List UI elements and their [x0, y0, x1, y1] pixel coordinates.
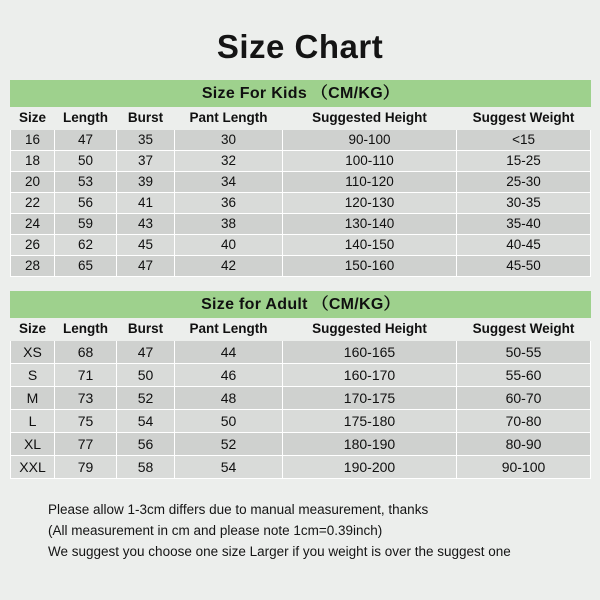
table-row [11, 456, 591, 479]
cell-weight: 80-90 [457, 433, 591, 456]
adult-section-title: Size for Adult （CM/KG） [11, 292, 591, 318]
kids-section-header [11, 81, 591, 107]
adult-column-headers [11, 318, 591, 341]
kids-column-headers [11, 107, 591, 130]
cell-height: 175-180 [283, 410, 457, 433]
table-row [11, 364, 591, 387]
cell-length: 50 [55, 151, 117, 172]
cell-weight: 35-40 [457, 214, 591, 235]
table-row [11, 172, 591, 193]
cell-weight: <15 [457, 130, 591, 151]
cell-length: 62 [55, 235, 117, 256]
cell-pant-length: 34 [175, 172, 283, 193]
cell-burst: 35 [117, 130, 175, 151]
cell-pant-length: 36 [175, 193, 283, 214]
cell-size: L [11, 410, 55, 433]
adult-col-suggest-weight: Suggest Weight [457, 318, 591, 341]
kids-col-suggested-height: Suggested Height [283, 107, 457, 130]
kids-col-suggest-weight: Suggest Weight [457, 107, 591, 130]
note-line-2: (All measurement in cm and please note 1cm=0.39inch) [48, 523, 383, 538]
cell-weight: 40-45 [457, 235, 591, 256]
table-row [11, 387, 591, 410]
cell-size: S [11, 364, 55, 387]
adult-section-header [11, 292, 591, 318]
cell-weight: 50-55 [457, 341, 591, 364]
cell-height: 160-165 [283, 341, 457, 364]
note-line-3: We suggest you choose one size Larger if you weight is over the suggest one [48, 544, 511, 559]
kids-size-table [10, 80, 591, 277]
table-row [11, 341, 591, 364]
cell-pant-length: 44 [175, 341, 283, 364]
table-row [11, 433, 591, 456]
cell-weight: 70-80 [457, 410, 591, 433]
table-row [11, 193, 591, 214]
cell-weight: 15-25 [457, 151, 591, 172]
kids-col-size: Size [11, 107, 55, 130]
cell-height: 170-175 [283, 387, 457, 410]
cell-size: 18 [11, 151, 55, 172]
cell-size: 26 [11, 235, 55, 256]
cell-weight: 30-35 [457, 193, 591, 214]
cell-pant-length: 50 [175, 410, 283, 433]
measurement-notes [10, 499, 590, 562]
cell-size: 22 [11, 193, 55, 214]
cell-burst: 47 [117, 256, 175, 277]
cell-pant-length: 32 [175, 151, 283, 172]
cell-size: M [11, 387, 55, 410]
cell-pant-length: 42 [175, 256, 283, 277]
adult-col-length: Length [55, 318, 117, 341]
table-row [11, 130, 591, 151]
cell-burst: 52 [117, 387, 175, 410]
cell-length: 79 [55, 456, 117, 479]
cell-length: 65 [55, 256, 117, 277]
cell-size: XXL [11, 456, 55, 479]
cell-size: 24 [11, 214, 55, 235]
cell-pant-length: 46 [175, 364, 283, 387]
table-row [11, 235, 591, 256]
cell-weight: 25-30 [457, 172, 591, 193]
cell-weight: 55-60 [457, 364, 591, 387]
cell-pant-length: 54 [175, 456, 283, 479]
cell-burst: 39 [117, 172, 175, 193]
cell-size: XS [11, 341, 55, 364]
cell-length: 77 [55, 433, 117, 456]
cell-pant-length: 52 [175, 433, 283, 456]
adult-col-size: Size [11, 318, 55, 341]
cell-height: 90-100 [283, 130, 457, 151]
cell-length: 47 [55, 130, 117, 151]
cell-burst: 54 [117, 410, 175, 433]
kids-col-pant-length: Pant Length [175, 107, 283, 130]
table-row [11, 410, 591, 433]
cell-length: 73 [55, 387, 117, 410]
cell-height: 110-120 [283, 172, 457, 193]
cell-pant-length: 38 [175, 214, 283, 235]
cell-length: 56 [55, 193, 117, 214]
cell-length: 59 [55, 214, 117, 235]
page-title: Size Chart [216, 28, 384, 65]
cell-burst: 56 [117, 433, 175, 456]
adult-col-pant-length: Pant Length [175, 318, 283, 341]
adult-size-table [10, 291, 591, 479]
cell-length: 71 [55, 364, 117, 387]
cell-pant-length: 48 [175, 387, 283, 410]
cell-length: 68 [55, 341, 117, 364]
cell-burst: 41 [117, 193, 175, 214]
table-row [11, 256, 591, 277]
cell-size: 16 [11, 130, 55, 151]
cell-height: 140-150 [283, 235, 457, 256]
cell-burst: 45 [117, 235, 175, 256]
cell-height: 150-160 [283, 256, 457, 277]
kids-section-title: Size For Kids （CM/KG） [11, 81, 591, 107]
cell-height: 130-140 [283, 214, 457, 235]
cell-length: 53 [55, 172, 117, 193]
cell-weight: 60-70 [457, 387, 591, 410]
cell-burst: 58 [117, 456, 175, 479]
adult-col-suggested-height: Suggested Height [283, 318, 457, 341]
cell-weight: 45-50 [457, 256, 591, 277]
cell-burst: 50 [117, 364, 175, 387]
cell-pant-length: 30 [175, 130, 283, 151]
cell-size: 20 [11, 172, 55, 193]
table-row [11, 151, 591, 172]
cell-height: 120-130 [283, 193, 457, 214]
cell-burst: 47 [117, 341, 175, 364]
cell-burst: 43 [117, 214, 175, 235]
kids-col-length: Length [55, 107, 117, 130]
cell-burst: 37 [117, 151, 175, 172]
cell-size: 28 [11, 256, 55, 277]
cell-size: XL [11, 433, 55, 456]
cell-pant-length: 40 [175, 235, 283, 256]
cell-length: 75 [55, 410, 117, 433]
cell-height: 180-190 [283, 433, 457, 456]
table-row [11, 214, 591, 235]
cell-height: 190-200 [283, 456, 457, 479]
cell-height: 160-170 [283, 364, 457, 387]
cell-weight: 90-100 [457, 456, 591, 479]
kids-col-burst: Burst [117, 107, 175, 130]
cell-height: 100-110 [283, 151, 457, 172]
note-line-1: Please allow 1-3cm differs due to manual measurement, thanks [48, 502, 429, 517]
adult-col-burst: Burst [117, 318, 175, 341]
